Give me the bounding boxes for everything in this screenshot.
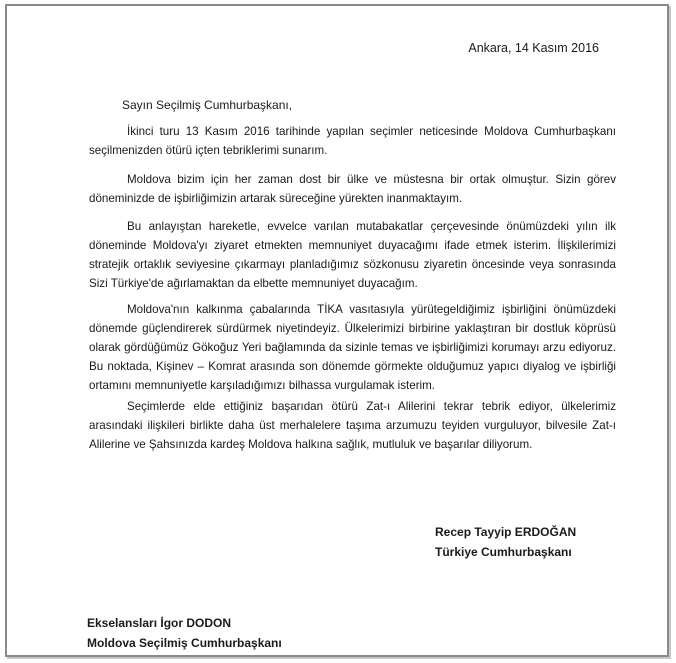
recipient-title: Moldova Seçilmiş Cumhurbaşkanı: [87, 636, 282, 650]
paragraph-3: [89, 217, 616, 293]
letter-page: [5, 4, 669, 657]
paragraph-2: [89, 170, 616, 208]
paragraph-3-text: Bu anlayıştan hareketle, evvelce varılan mutabakatlar çerçevesinde önümüzdeki yılın ilk döneminde Moldova'yı ziyaret etmekten memnuniyet duyacağımı ifade etmek isterim. İlişkilerimizi stratejik ortaklık seviyesine çıkarmayı planladığımız sözkonusu ziyaretin öncesinde veya sonrasında Sizi Türkiye'de ağırlamaktan da elbette memnuniyet duyacağım.: [89, 220, 616, 290]
letter-date: Ankara, 14 Kasım 2016: [468, 41, 599, 55]
recipient-block: [87, 613, 282, 653]
paragraph-5: [89, 397, 616, 454]
paragraph-4-text: Moldova'nın kalkınma çabalarında TİKA vasıtasıyla yürütegeldiğimiz işbirliğini önümüzdeki dönemde güçlendirerek sürdürmek niyetindeyiz. Ülkelerimizi birbirine yaklaştıran bir dostluk köprüsü olarak gördüğümüz Gökoğuz Yeri bağlamında da sizinle temas ve işbirliğimizi korumayı arzu ediyoruz. Bu noktada, Kişinev – Komrat arasında son dönemde görmekte olduğumuz yapıcı diyalog ve işbirliği ortamını memnuniyetle karşıladığımızı bilhassa vurgulamak isterim.: [89, 303, 616, 392]
signatory-name: Recep Tayyip ERDOĞAN: [435, 525, 577, 539]
paragraph-5-text: Seçimlerde elde ettiğiniz başarıdan ötürü Zat-ı Alilerini tekrar tebrik ediyor, ülkelerimiz arasındaki ilişkileri birlikte daha üst merhalelere taşıma arzumuzu teyiden vurguluyor, bilvesile Zat-ı Alilerine ve Şahsınızda kardeş Moldova halkına sağlık, mutluluk ve başarılar diliyorum.: [89, 400, 616, 451]
salutation: Sayın Seçilmiş Cumhurbaşkanı,: [122, 98, 293, 112]
paragraph-2-text: Moldova bizim için her zaman dost bir ülke ve müstesna bir ortak olmuştur. Sizin görev döneminizde de işbirliğimizin artarak süreceğine yürekten inanmaktayım.: [89, 173, 616, 205]
paragraph-1: [89, 122, 616, 160]
signature-block: [435, 522, 576, 562]
signatory-title: Türkiye Cumhurbaşkanı: [435, 545, 572, 559]
paragraph-1-text: İkinci turu 13 Kasım 2016 tarihinde yapılan seçimler neticesinde Moldova Cumhurbaşkanı seçilmenizden ötürü içten tebriklerimi sunarım.: [89, 125, 616, 157]
paragraph-4: [89, 300, 616, 395]
recipient-name: Ekselansları İgor DODON: [87, 616, 232, 630]
